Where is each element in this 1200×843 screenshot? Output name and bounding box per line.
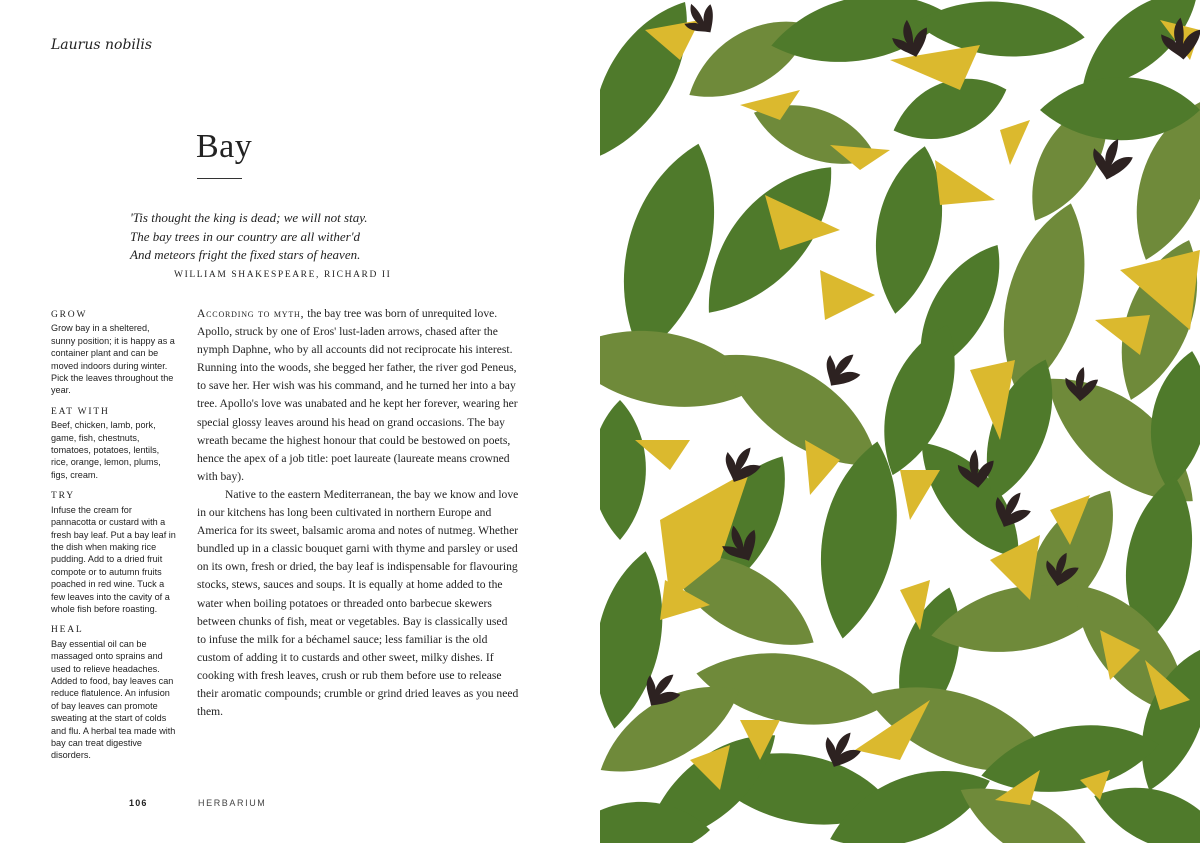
page-title: Bay [196,128,253,165]
yellow-shard [820,270,875,320]
yellow-shard [900,470,940,520]
body-paragraph: Native to the eastern Mediterranean, the bay we know and love in our kitchens has long been cultivated in northern Europe and America for its sweet, balsamic aroma and notes of nutmeg. Whether bundled up in a classic bouquet garni with thyme and parsley or used on its own, fresh or dried, the bay leaf is indispensable for flavouring stocks, stews, sauces and soups. It is equally at home added to the water when boiling potatoes or threaded onto barbecue skewers between chunks of fish, meat or vegetables. Bay is classically used to infuse the milk for a béchamel sauce; less familiar is the old custom of adding it to custards and other sweet, milky dishes. If cooking with fresh leaves, crush or rub them before use to release their aromatic compounds; crumble or grind dried leaves as you need them. [197,487,519,719]
leaf-shape [601,133,736,366]
sidebar-heading: EAT WITH [51,406,110,417]
sidebar-heading: GROW [51,310,88,320]
sidebar-heading: HEAL [51,625,84,636]
sidebar-heading: TRY [51,491,75,502]
epigraph [130,209,368,265]
latin-name: Laurus nobilis [51,37,153,53]
leaf-pattern-illustration [600,0,1200,843]
epigraph-line: 'Tis thought the king is dead; we will not stay. [130,210,368,225]
sidebar-section-grow [51,309,176,397]
title-rule [197,178,242,179]
leaf-shape [600,400,646,540]
body-text [197,305,519,721]
sidebar-section-try [51,490,176,615]
sidebar-text: Infuse the cream for pannacotta or custard with a fresh bay leaf. Put a bay leaf in the dish when making rice pudding. Add to a dried fruit compote or to autumn fruits poached in red wine. Tuck a few leaves into the cavity of a whole fish before roasting. [51,504,176,614]
yellow-shard [1000,120,1030,165]
paragraph-text: the bay tree was born of unrequited love. Apollo, struck by one of Eros' lust-laden arrows, chased after the nymph Daphne, who by all accounts did not reciprocate his interest. Running into the woods, she begged her father, the river god Peneus, to save her. Her wish was his command, and he turned her into a bay tree. Apollo's love was unabated and he kept her forever, wearing her special glossy leaves around his head on grand occasions. The bay wreath became the highest honour that could be bestowed on poets, hence the apex of a job title: poet laureate (laureate means crowned with bay). [197,307,518,483]
lead-in: According to myth, [197,307,305,320]
epigraph-line: The bay trees in our country are all wither'd [130,228,361,244]
page-number: 106 [129,798,148,808]
epigraph-attribution: WILLIAM SHAKESPEARE, RICHARD II [174,270,392,280]
sidebar-section-eat-with [51,406,176,481]
sidebar [51,309,176,771]
running-head: HERBARIUM [198,798,267,808]
sidebar-text: Bay essential oil can be massaged onto sprains and used to relieve headaches. Added to food, bay leaves can reduce flatulence. An infusion of bay leaves can promote sweating at the start of colds and flu. A herbal tea made with bay can treat digestive disorders. [51,638,176,761]
sidebar-section-heal [51,624,176,761]
body-paragraph [197,305,519,486]
yellow-shard [935,160,995,205]
sidebar-text: Grow bay in a sheltered, sunny position; it is happy as a container plant and can be moved indoors during winter. Pick the leaves throughout the year. [51,323,175,396]
sidebar-text: Beef, chicken, lamb, pork, game, fish, chestnuts, tomatoes, potatoes, lentils, rice, orange, lemon, plums, figs, cream. [51,420,161,480]
epigraph-line: And meteors fright the fixed stars of heaven. [130,247,361,262]
illustration-page [600,0,1200,843]
